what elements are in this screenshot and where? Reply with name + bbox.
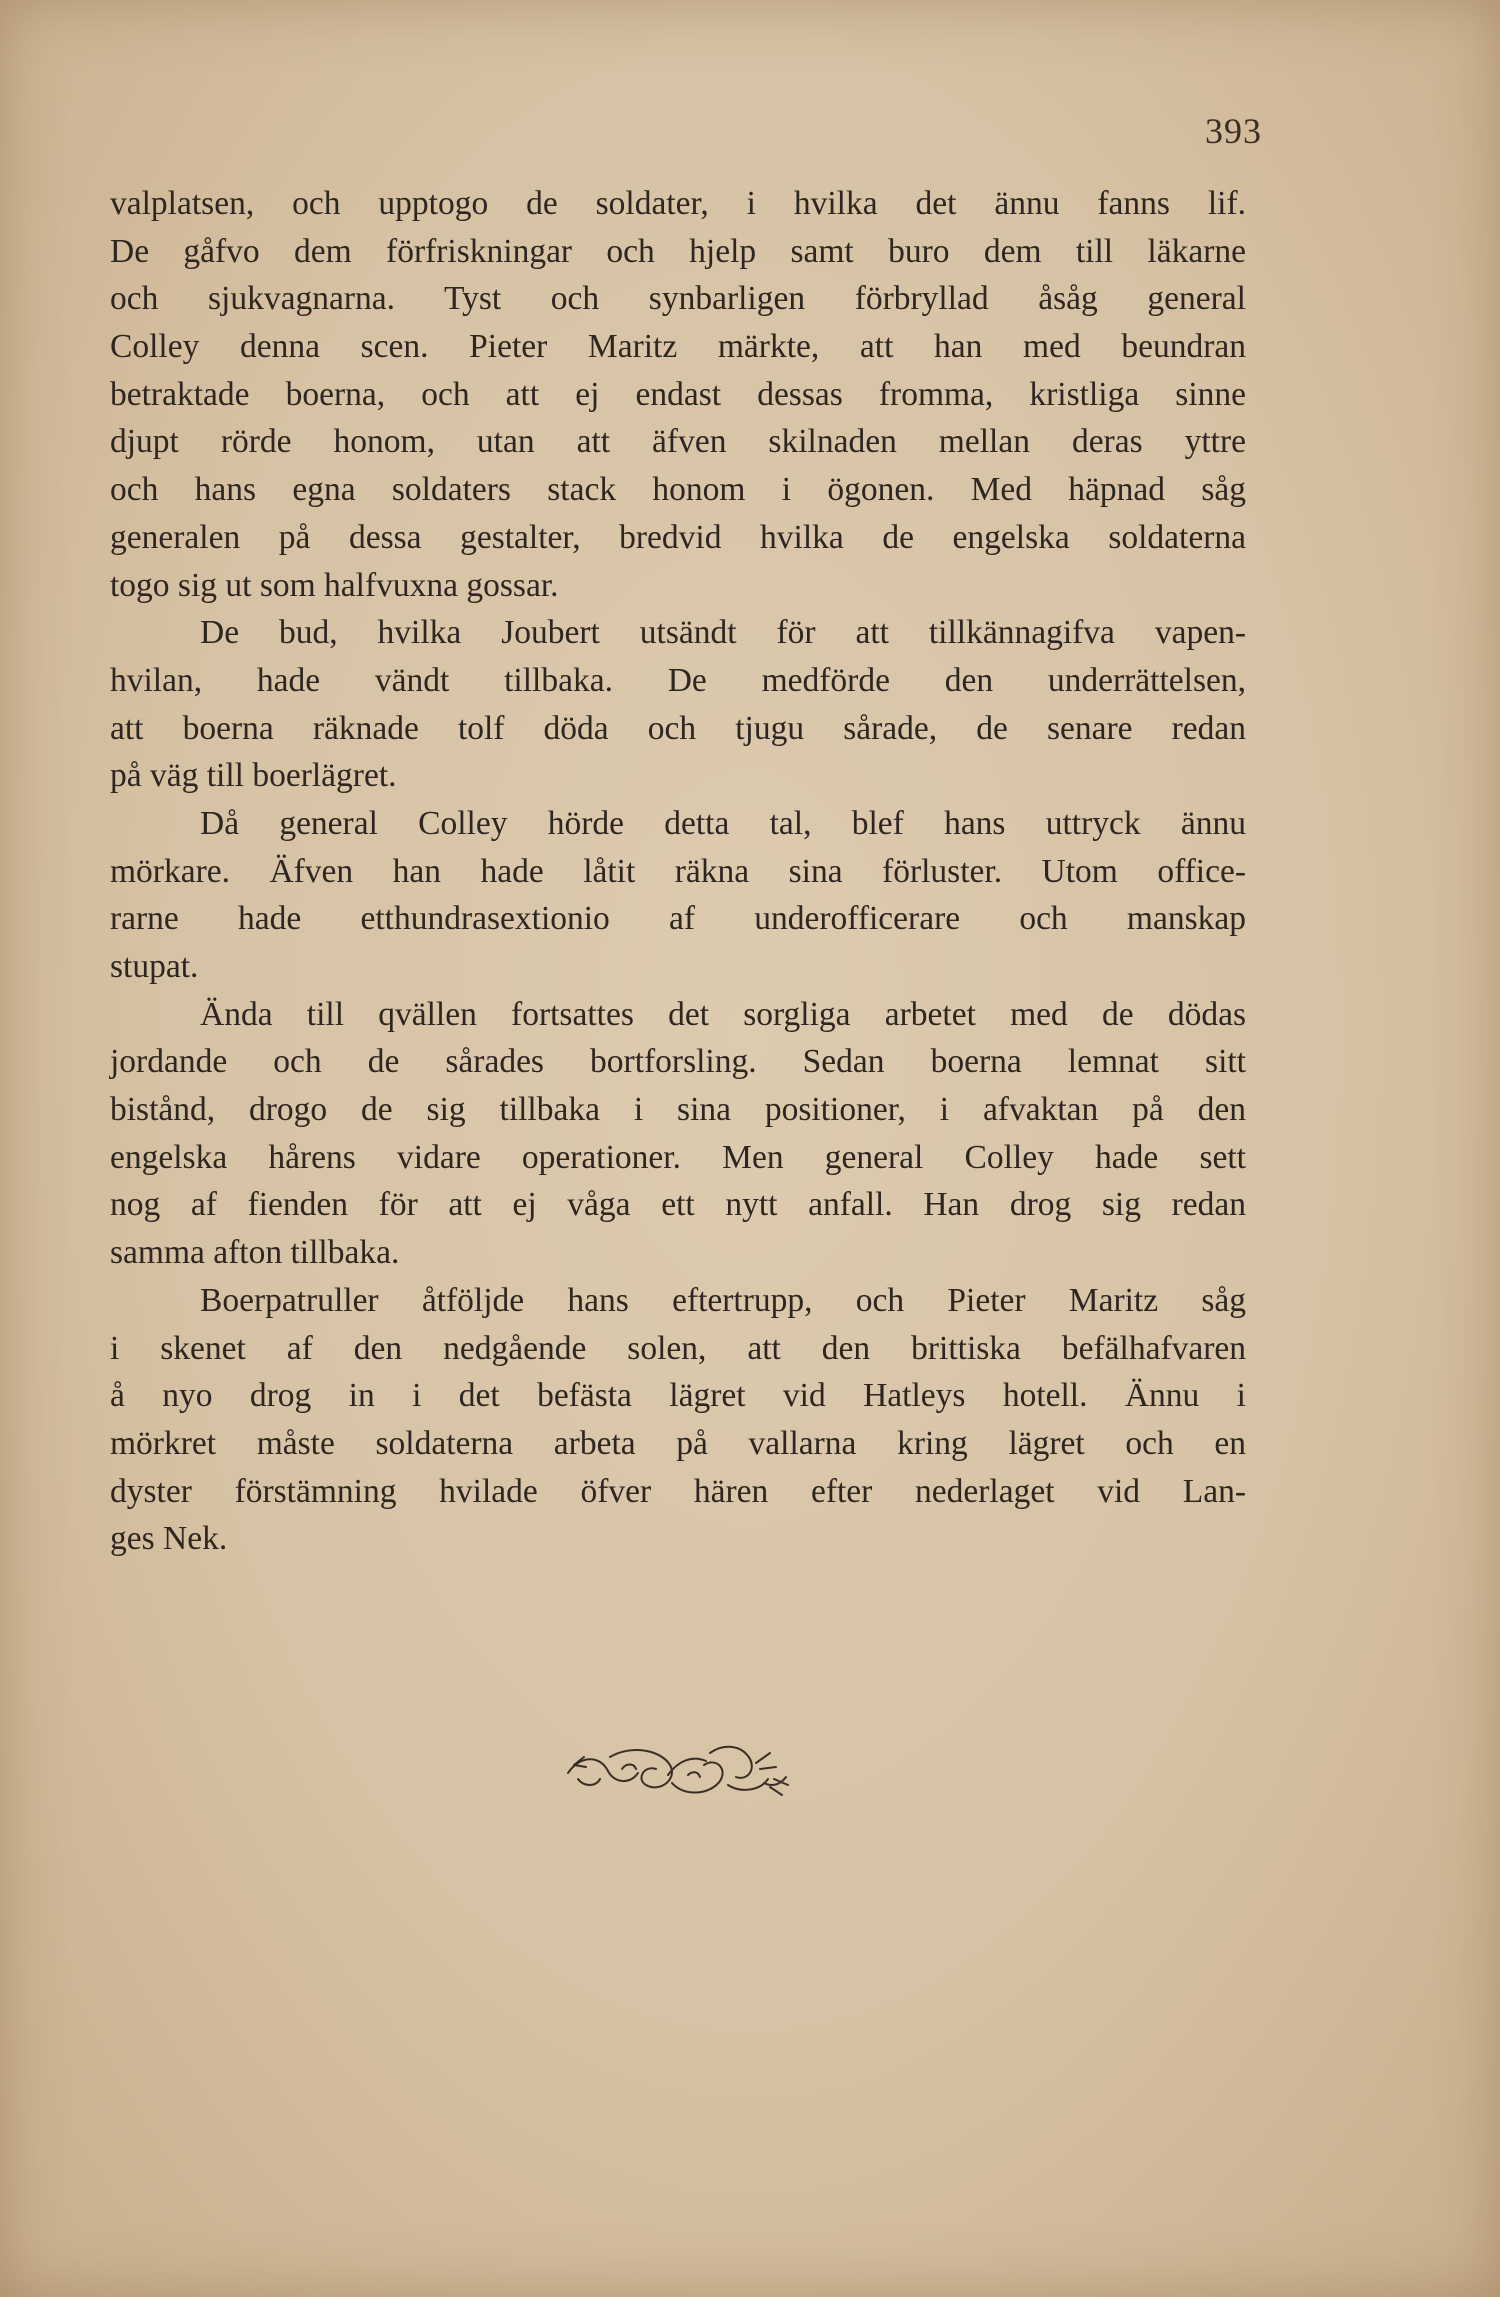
text-line: Colley denna scen. Pieter Maritz märkte, att han med beundran [110, 328, 1246, 366]
text-line: å nyo drog in i det befästa lägret vid Hatleys hotell. Ännu i [110, 1377, 1246, 1415]
body-text [110, 180, 1246, 1563]
text-line: att boerna räknade tolf döda och tjugu sårade, de senare redan [110, 709, 1246, 747]
text-line: rarne hade etthundrasextionio af underofficerare och manskap [110, 900, 1246, 938]
text-line: generalen på dessa gestalter, bredvid hvilka de engelska soldaterna [110, 518, 1246, 556]
text-line: mörkare. Äfven han hade låtit räkna sina förluster. Utom office- [110, 852, 1246, 890]
text-line: Ända till qvällen fortsattes det sorgliga arbetet med de dödas [200, 995, 1246, 1033]
text-line: djupt rörde honom, utan att äfven skilnaden mellan deras yttre [110, 423, 1246, 461]
text-line: i skenet af den nedgående solen, att den brittiska befälhafvaren [110, 1329, 1246, 1367]
text-line: ges Nek. [110, 1520, 228, 1558]
text-line: nog af fienden för att ej våga ett nytt anfall. Han drog sig redan [110, 1186, 1246, 1224]
text-line: De gåfvo dem förfriskningar och hjelp samt buro dem till läkarne [110, 232, 1246, 270]
text-line: samma afton tillbaka. [110, 1234, 400, 1272]
text-line: på väg till boerlägret. [110, 757, 397, 795]
text-line: dyster förstämning hvilade öfver hären efter nederlaget vid Lan- [110, 1472, 1246, 1510]
text-line: betraktade boerna, och att ej endast dessas fromma, kristliga sinne [110, 375, 1246, 413]
text-line: och sjukvagnarna. Tyst och synbarligen förbryllad åsåg general [110, 280, 1246, 318]
decorative-flourish-icon [560, 1735, 800, 1805]
text-line: engelska hårens vidare operationer. Men general Colley hade sett [110, 1138, 1246, 1176]
text-line: och hans egna soldaters stack honom i ögonen. Med häpnad såg [110, 471, 1246, 509]
text-line: De bud, hvilka Joubert utsändt för att tillkännagifva vapen- [200, 614, 1246, 652]
text-line: jordande och de sårades bortforsling. Sedan boerna lemnat sitt [110, 1043, 1246, 1081]
text-line: valplatsen, och upptogo de soldater, i hvilka det ännu fanns lif. [110, 185, 1246, 222]
page-number: 393 [1205, 111, 1262, 151]
text-line: Boerpatruller åtföljde hans eftertrupp, och Pieter Maritz såg [200, 1281, 1246, 1319]
text-line: mörkret måste soldaterna arbeta på vallarna kring lägret och en [110, 1424, 1246, 1462]
text-line: stupat. [110, 948, 199, 985]
text-line: bistånd, drogo de sig tillbaka i sina positioner, i afvaktan på den [110, 1091, 1246, 1129]
text-line: hvilan, hade vändt tillbaka. De medförde den underrättelsen, [110, 661, 1246, 699]
text-line: togo sig ut som halfvuxna gossar. [110, 566, 559, 604]
text-line: Då general Colley hörde detta tal, blef hans uttryck ännu [200, 804, 1246, 842]
